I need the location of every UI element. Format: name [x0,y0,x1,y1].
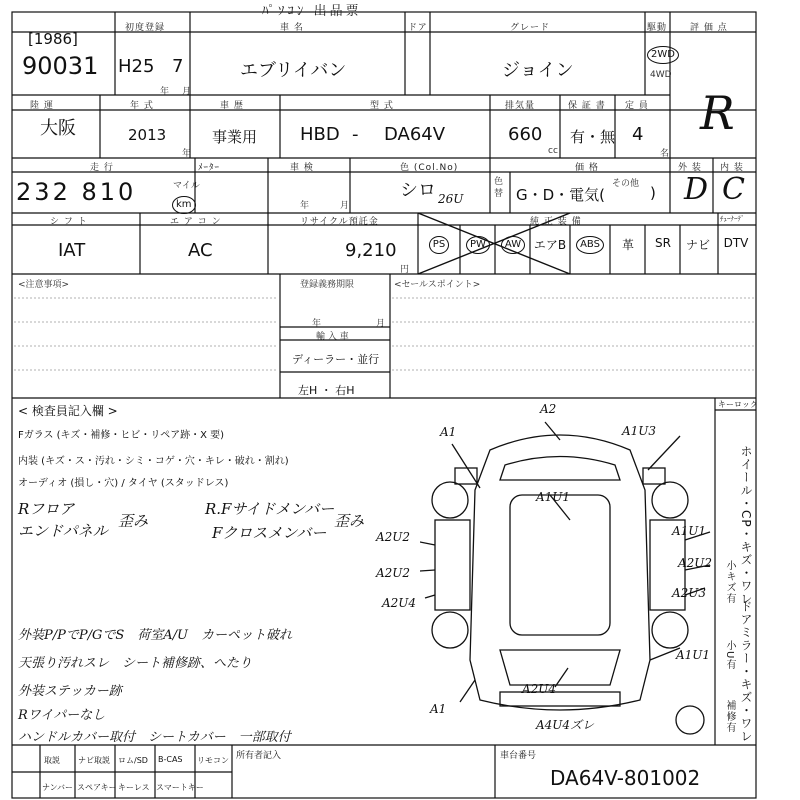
score-value: R [700,86,735,140]
model-year-value: 2013 [128,126,167,144]
displacement-label: 排気量 [505,101,536,111]
damage-code: A2U2 [376,566,411,580]
damage-code: A1 [430,702,447,716]
handwritten-note: Fクロスメンバー [212,524,327,542]
score-label: 評 価 点 [690,23,728,33]
handwritten-note: Rワイパーなし [18,708,106,723]
exterior-label: 外 装 [678,163,702,173]
interior-line: 内装 (キズ・ス・汚れ・シミ・コゲ・穴・キレ・破れ・割れ) [18,456,289,467]
lot-number: 90031 [22,52,99,80]
notes-label: <注意事項> [18,280,70,290]
car-damage-diagram [420,400,715,745]
car-name: エブリイバン [240,60,347,81]
capacity-label: 定 員 [625,101,649,111]
capacity-unit: 名 [660,149,670,159]
wheel-cp-note: ホイール・CP・キズ・ワレ [739,445,753,606]
damage-code: A4U4ズレ [536,718,595,732]
fuel-other-label: その他 [612,179,640,189]
warranty-label: 保 証 書 [568,101,606,111]
color-value: シロ [400,180,436,201]
type-prefix: HBD [300,124,340,145]
footer-item: 取説 [44,756,60,765]
fuel-options: G・D・電気( [516,186,606,204]
handwritten-note: 天張り汚れスレ シート補修跡、へたり [18,656,253,671]
exterior-grade: D [684,172,709,207]
damage-code: A2 [540,402,557,416]
mileage-value: 232 810 [16,178,137,206]
footer-item: リモコン [197,756,229,765]
color-label: 色 (Col.No) [400,163,459,173]
equipment-navi: ナビ [685,238,710,252]
small-dent-note: 小U有 [724,640,735,671]
mileage-unit-km: km [172,192,196,214]
usage-label: 車 歴 [220,101,244,111]
color-code: 26U [438,192,464,206]
registration-era: H25 [118,56,155,77]
handle-label: 左H ・ 右H [298,384,355,397]
equipment-abs: ABS [572,236,608,254]
door-mirror-note: ドアミラー・キズ・ワレ [739,600,753,743]
mileage-label: 走 行 [90,163,114,173]
footer-item: ナビ取説 [78,756,110,765]
footer-item: スマートキー [156,783,204,792]
fuel-close: ) [650,184,656,202]
chassis-label: 車台番号 [500,751,537,761]
inspection-month-unit: 月 [340,201,350,211]
ac-value: AC [188,240,213,261]
grade-label: グレード [510,23,551,33]
handwritten-note: 外装P/PでP/GでS 荷室A/U カーペット破れ [18,628,293,643]
interior-grade: C [722,172,745,207]
damage-code: A1 [440,425,457,439]
damage-code: A2U2 [678,556,713,570]
interior-label: 内 装 [720,163,744,173]
registration-year-unit: 年 [160,87,170,97]
shift-label: シ フ ト [50,217,88,227]
equipment-dtv: DTV [723,236,749,250]
damage-code: A2U4 [522,682,557,696]
handwritten-note: 歪み [118,512,149,530]
grade-value: ジョイン [502,60,574,81]
registration-month-unit: 月 [182,87,192,97]
sales-point-label: <セールスポイント> [394,280,481,290]
damage-code: A2U4 [382,596,417,610]
registration-year-unit-2: 年 [312,319,322,329]
audio-line: オーディオ (損し・穴) / タイヤ (スタッドレス) [18,478,229,489]
handwritten-note: エンドパネル [18,522,108,540]
handwritten-note: R.Fサイドメンバー [205,500,335,518]
model-year-unit: 年 [182,149,192,159]
import-label: 輸 入 車 [316,332,349,342]
drive-4wd: 4WD [650,70,672,80]
repair-note: 補修有 [724,700,735,733]
dealer-label: ディーラー・並行 [292,353,380,366]
footer-item: スペアキー [77,783,117,792]
recycle-fee: 9,210 [345,240,397,261]
form-title-fragment: ﾊﾟｿｺﾝ 出品票 [262,4,362,19]
ac-label: エ ア コ ン [170,217,222,227]
key-lock-label: キーロック [718,400,758,409]
footer-item: B-CAS [158,755,183,764]
handwritten-note: 外装ステッカー跡 [18,684,122,699]
damage-code: A1U3 [622,424,657,438]
tv-label: ﾁｭｰﾅｰﾃﾞ [720,215,745,223]
drive-label: 駆動 [647,23,668,33]
footer-item: キーレス [118,783,150,792]
usage-value: 事業用 [212,128,258,146]
equipment-leather: 革 [621,238,634,252]
recycle-unit: 円 [400,265,410,275]
place-value: 大阪 [40,118,76,139]
registration-deadline-label: 登録義務期限 [300,280,355,290]
price-label: 価 格 [575,163,599,173]
equipment-pw: PW [460,236,496,254]
handwritten-note: ハンドルカバー取付 シートカバー 一部取付 [18,730,291,745]
type-dash: - [352,124,359,145]
inspection-year-unit: 年 [300,201,310,211]
ownership-label: 所有者記入 [236,751,282,761]
footer-item: ナンバー [42,783,74,792]
model-year-label: 年 式 [130,101,154,111]
equipment-aw: AW [495,236,531,254]
type-code: DA64V [384,124,446,145]
car-name-label: 車 名 [280,23,304,33]
place-label: 陸 運 [30,101,54,111]
meter-label: ﾒｰﾀｰ [198,163,221,173]
year-label: 初度登録 [125,23,166,33]
registration-month-unit-2: 月 [376,319,386,329]
footer-item: ロム/SD [118,756,148,765]
handwritten-note: Rフロア [18,500,75,518]
displacement-unit: cc [548,146,558,156]
shift-value: IAT [58,240,86,261]
glass-line: Fガラス (キズ・補修・ヒビ・リペア跡・X 要) [18,430,225,441]
equipment-airbag: エアB [533,238,567,252]
damage-code: A2U2 [376,530,411,544]
equipment-ps: PS [421,236,457,254]
damage-code: A2U3 [672,586,707,600]
door-label: ドア [408,23,428,33]
damage-code: A1U1 [672,524,707,538]
equipment-label: 純 正 装 備 [530,217,582,227]
small-scratch-note: 小キズ有 [724,560,735,604]
recycle-label: リサイクル預託金 [300,217,379,227]
registration-month: 7 [172,56,184,77]
damage-code: A1U1 [536,490,571,504]
chassis-number: DA64V-801002 [550,766,701,790]
handwritten-note: 歪み [334,512,365,530]
capacity-value: 4 [632,124,644,145]
mileage-unit-mile: マイル [173,181,200,191]
displacement-value: 660 [508,124,543,145]
inspector-section-label: < 検査員記入欄 > [18,404,118,418]
color-change-label: 色替 [494,177,504,199]
equipment-sunroof: SR [655,236,671,250]
warranty-value: 有・無 [570,128,616,146]
type-label: 型 式 [370,101,394,111]
damage-code: A1U1 [676,648,711,662]
inspection-expiry-label: 車 検 [290,163,314,173]
drive-2wd: 2WD [647,42,679,64]
year-code: [1986] [28,30,78,48]
